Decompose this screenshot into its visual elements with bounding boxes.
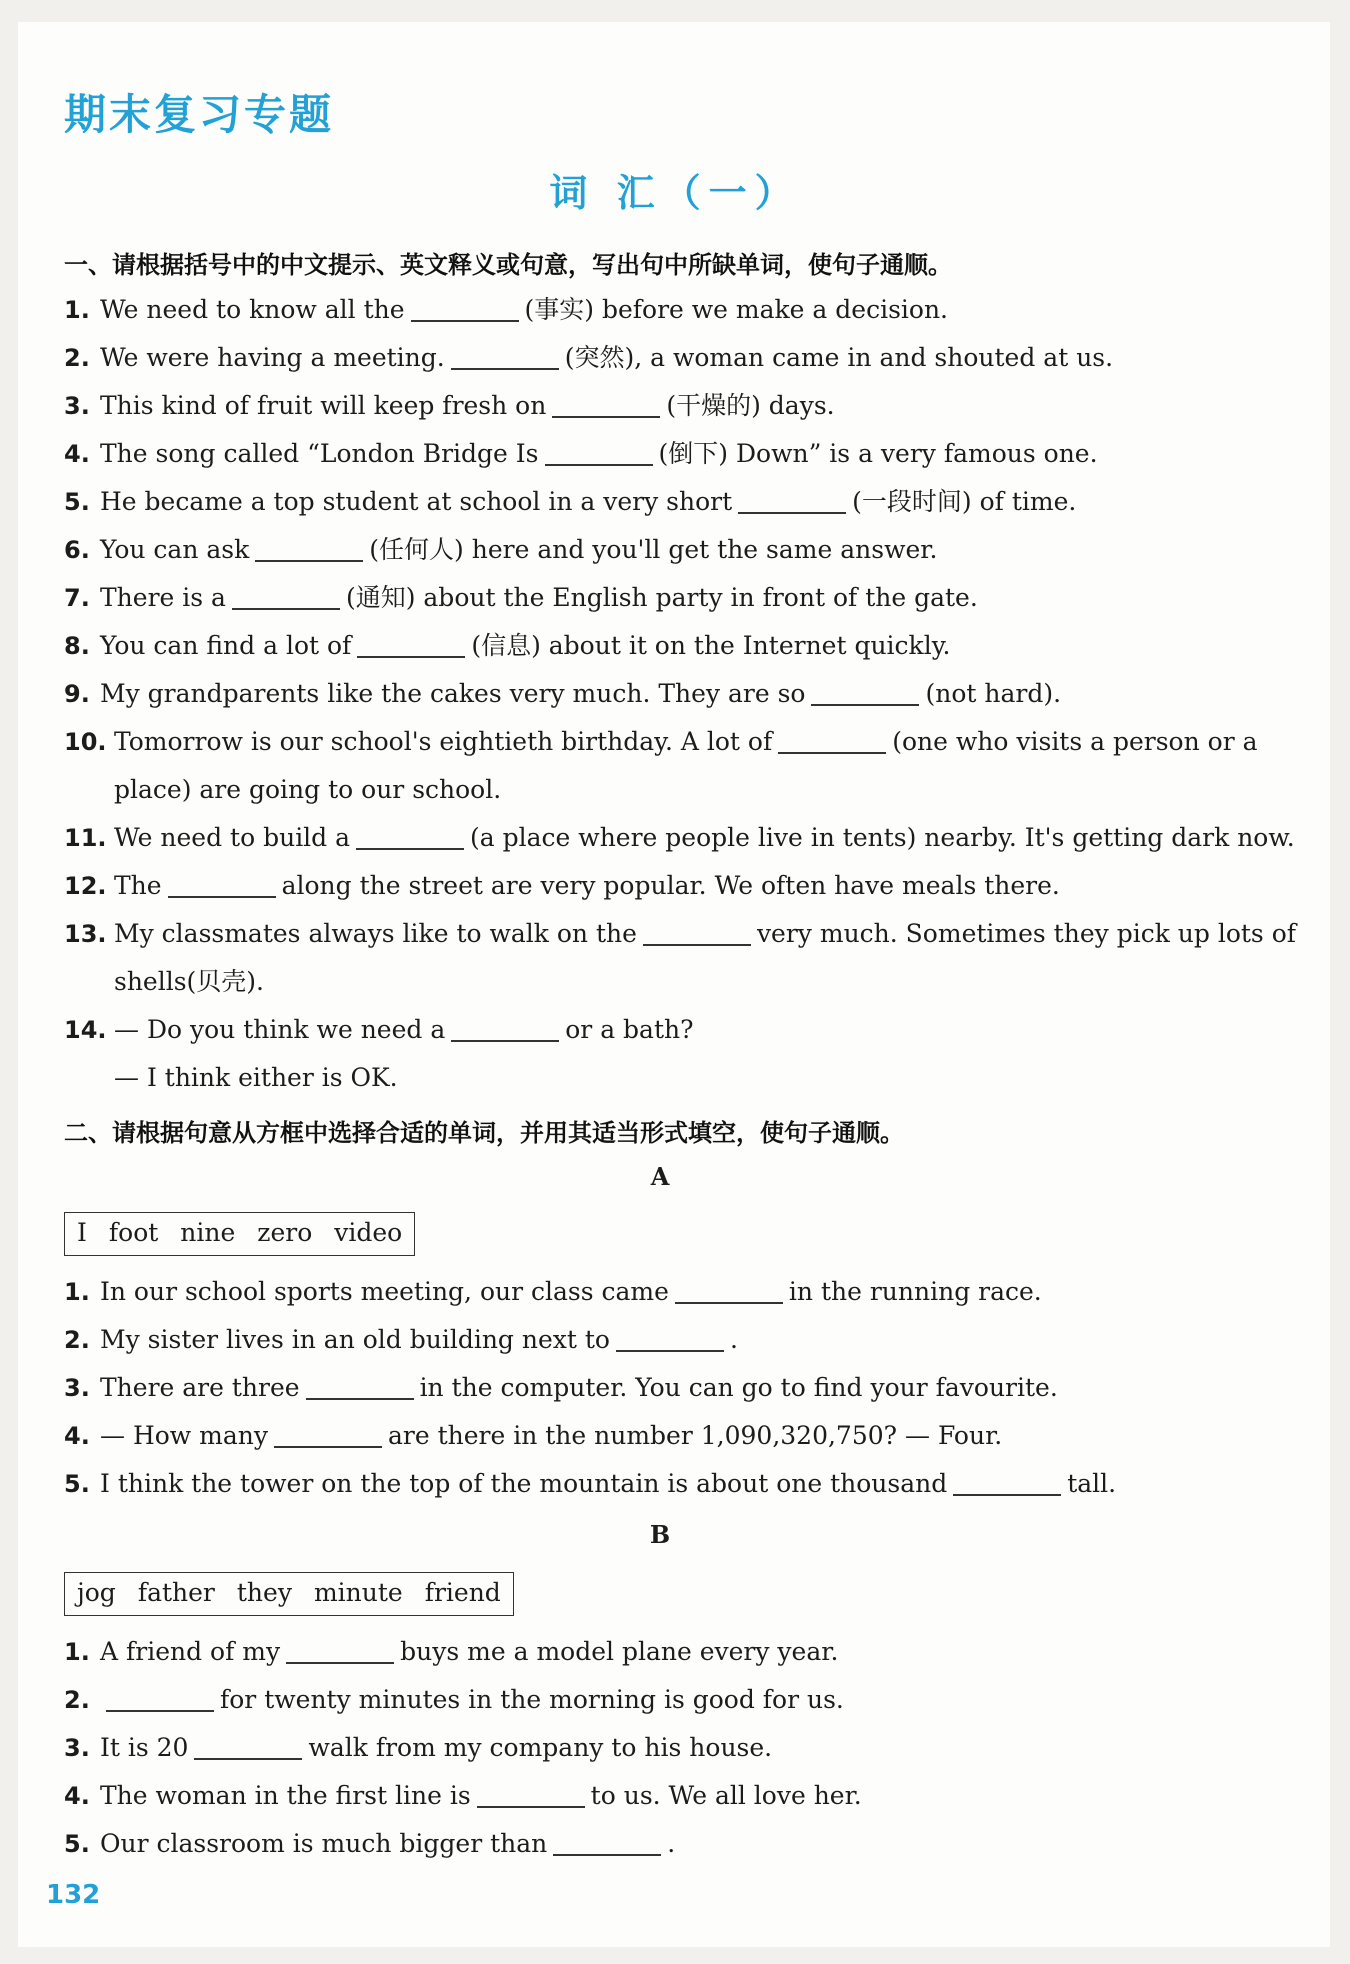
question-text: very much. Sometimes they pick up lots of bbox=[756, 919, 1297, 948]
question-text: are there in the number 1,090,320,750? — Four. bbox=[387, 1421, 1003, 1450]
answer-blank[interactable] bbox=[194, 1758, 302, 1760]
page-number: 132 bbox=[46, 1880, 101, 1910]
word-option: I bbox=[77, 1218, 87, 1247]
question-number: 12. bbox=[64, 872, 107, 900]
s1-question-3 bbox=[64, 382, 1260, 430]
answer-blank[interactable] bbox=[106, 1710, 214, 1712]
question-number: 5. bbox=[64, 1830, 90, 1858]
word-option: foot bbox=[108, 1218, 159, 1247]
question-text: . bbox=[667, 1829, 676, 1858]
header-title: 期末复习专题 bbox=[64, 90, 335, 139]
question-text: My sister lives in an old building next to bbox=[100, 1325, 610, 1354]
question-text: I think the tower on the top of the mountain is about one thousand bbox=[100, 1469, 948, 1498]
question-continuation: place) are going to our school. bbox=[114, 775, 502, 804]
lesson-title: 词 汇（一） bbox=[549, 170, 801, 215]
s1-question-14 bbox=[64, 1006, 1260, 1054]
a-question-1 bbox=[64, 1268, 1260, 1316]
s1-question-8 bbox=[64, 622, 1260, 670]
s1-question-11 bbox=[64, 814, 1295, 862]
question-text: It is 20 bbox=[100, 1733, 189, 1762]
part-a-label: A bbox=[650, 1162, 670, 1191]
question-number: 1. bbox=[64, 1278, 90, 1306]
question-text: My grandparents like the cakes very much. They are so bbox=[100, 679, 806, 708]
a-question-5 bbox=[64, 1460, 1260, 1508]
question-number: 4. bbox=[64, 1782, 90, 1810]
answer-blank[interactable] bbox=[451, 1040, 559, 1042]
word-option: zero bbox=[257, 1218, 313, 1247]
answer-blank[interactable] bbox=[451, 368, 559, 370]
part-b-label: B bbox=[649, 1520, 671, 1549]
question-number: 1. bbox=[64, 1638, 90, 1666]
question-text: Our classroom is much bigger than bbox=[100, 1829, 548, 1858]
question-text: for twenty minutes in the morning is good for us. bbox=[220, 1685, 844, 1714]
question-text: (通知) about the English party in front of the gate. bbox=[345, 583, 978, 612]
answer-blank[interactable] bbox=[552, 416, 660, 418]
section1-heading: 一、请根据括号中的中文提示、英文释义或句意，写出句中所缺单词，使句子通顺。 bbox=[64, 251, 952, 279]
question-text: The song called “London Bridge Is bbox=[100, 439, 539, 468]
question-text: in the computer. You can go to find your favourite. bbox=[419, 1373, 1058, 1402]
word-option: friend bbox=[424, 1578, 501, 1607]
word-box-b bbox=[64, 1572, 514, 1616]
answer-blank[interactable] bbox=[411, 320, 519, 322]
question-text: The woman in the first line is bbox=[100, 1781, 471, 1810]
a-question-4 bbox=[64, 1412, 1260, 1460]
s1-question-4 bbox=[64, 430, 1260, 478]
question-text: The bbox=[114, 871, 162, 900]
question-number: 13. bbox=[64, 920, 107, 948]
question-text: (a place where people live in tents) nearby. It's getting dark now. bbox=[470, 823, 1295, 852]
s1-question-7 bbox=[64, 574, 1260, 622]
question-number: 2. bbox=[64, 344, 90, 372]
question-text: (干燥的) days. bbox=[666, 391, 835, 420]
question-text: We need to know all the bbox=[100, 295, 405, 324]
question-text: Tomorrow is our school's eightieth birthday. A lot of bbox=[114, 727, 773, 756]
question-text: or a bath? bbox=[565, 1015, 694, 1044]
question-text: He became a top student at school in a very short bbox=[100, 487, 733, 516]
question-text: In our school sports meeting, our class came bbox=[100, 1277, 669, 1306]
s1-question-5 bbox=[64, 478, 1260, 526]
answer-blank[interactable] bbox=[357, 656, 465, 658]
word-option: nine bbox=[180, 1218, 236, 1247]
answer-blank[interactable] bbox=[616, 1350, 724, 1352]
question-number: 8. bbox=[64, 632, 90, 660]
b-question-4 bbox=[64, 1772, 1260, 1820]
answer-blank[interactable] bbox=[477, 1806, 585, 1808]
s1-question-9 bbox=[64, 670, 1260, 718]
question-continuation: — I think either is OK. bbox=[114, 1063, 398, 1092]
question-text: (信息) about it on the Internet quickly. bbox=[471, 631, 951, 660]
question-text: (事实) before we make a decision. bbox=[524, 295, 948, 324]
question-number: 4. bbox=[64, 440, 90, 468]
answer-blank[interactable] bbox=[738, 512, 846, 514]
answer-blank[interactable] bbox=[675, 1302, 783, 1304]
question-text: (任何人) here and you'll get the same answer. bbox=[369, 535, 938, 564]
s1-question-12 bbox=[64, 862, 1260, 910]
question-number: 4. bbox=[64, 1422, 90, 1450]
question-text: — How many bbox=[100, 1421, 268, 1450]
a-question-2 bbox=[64, 1316, 1260, 1364]
s1-question-6 bbox=[64, 526, 1260, 574]
question-text: walk from my company to his house. bbox=[308, 1733, 773, 1762]
answer-blank[interactable] bbox=[643, 944, 751, 946]
s1-question-10 bbox=[64, 718, 1260, 766]
answer-blank[interactable] bbox=[306, 1398, 414, 1400]
s1-question-2 bbox=[64, 334, 1260, 382]
word-box-a bbox=[64, 1212, 415, 1256]
answer-blank[interactable] bbox=[778, 752, 886, 754]
question-number: 3. bbox=[64, 392, 90, 420]
question-number: 14. bbox=[64, 1016, 107, 1044]
question-number: 5. bbox=[64, 488, 90, 516]
a-question-3 bbox=[64, 1364, 1260, 1412]
answer-blank[interactable] bbox=[232, 608, 340, 610]
question-text: There is a bbox=[100, 583, 226, 612]
question-number: 5. bbox=[64, 1470, 90, 1498]
question-text: in the running race. bbox=[788, 1277, 1042, 1306]
question-text: We need to build a bbox=[114, 823, 351, 852]
question-text: You can find a lot of bbox=[100, 631, 352, 660]
answer-blank[interactable] bbox=[286, 1662, 394, 1664]
question-number: 6. bbox=[64, 536, 90, 564]
question-text: along the street are very popular. We often have meals there. bbox=[281, 871, 1060, 900]
question-text: (突然), a woman came in and shouted at us. bbox=[564, 343, 1114, 372]
question-text: (一段时间) of time. bbox=[852, 487, 1077, 516]
answer-blank[interactable] bbox=[545, 464, 653, 466]
question-text: There are three bbox=[100, 1373, 300, 1402]
question-number: 9. bbox=[64, 680, 90, 708]
question-text: We were having a meeting. bbox=[100, 343, 445, 372]
word-option: they bbox=[236, 1578, 292, 1607]
question-text: (not hard). bbox=[925, 679, 1062, 708]
answer-blank[interactable] bbox=[274, 1446, 382, 1448]
question-text: buys me a model plane every year. bbox=[400, 1637, 839, 1666]
question-number: 2. bbox=[64, 1686, 90, 1714]
question-number: 3. bbox=[64, 1374, 90, 1402]
question-number: 1. bbox=[64, 296, 90, 324]
question-text: — Do you think we need a bbox=[114, 1015, 446, 1044]
question-text: A friend of my bbox=[100, 1637, 281, 1666]
s1-question-1 bbox=[64, 286, 1260, 334]
question-number: 2. bbox=[64, 1326, 90, 1354]
question-continuation: shells(贝壳). bbox=[114, 967, 265, 996]
b-question-1 bbox=[64, 1628, 1260, 1676]
answer-blank[interactable] bbox=[168, 896, 276, 898]
s1-question-13 bbox=[64, 910, 1297, 958]
b-question-3 bbox=[64, 1724, 1260, 1772]
answer-blank[interactable] bbox=[953, 1494, 1061, 1496]
word-option: jog bbox=[77, 1578, 116, 1607]
question-number: 7. bbox=[64, 584, 90, 612]
question-text: tall. bbox=[1067, 1469, 1117, 1498]
answer-blank[interactable] bbox=[255, 560, 363, 562]
b-question-5 bbox=[64, 1820, 1260, 1868]
question-text: to us. We all love her. bbox=[590, 1781, 862, 1810]
answer-blank[interactable] bbox=[356, 848, 464, 850]
answer-blank[interactable] bbox=[811, 704, 919, 706]
question-text: . bbox=[729, 1325, 738, 1354]
question-text: My classmates always like to walk on the bbox=[114, 919, 637, 948]
question-number: 3. bbox=[64, 1734, 90, 1762]
b-question-2 bbox=[64, 1676, 1260, 1724]
question-text: (one who visits a person or a bbox=[892, 727, 1258, 756]
question-text: You can ask bbox=[100, 535, 250, 564]
section2-heading: 二、请根据句意从方框中选择合适的单词，并用其适当形式填空，使句子通顺。 bbox=[64, 1119, 904, 1147]
word-option: video bbox=[334, 1218, 403, 1247]
question-text: This kind of fruit will keep fresh on bbox=[100, 391, 547, 420]
word-option: minute bbox=[313, 1578, 403, 1607]
word-option: father bbox=[137, 1578, 215, 1607]
answer-blank[interactable] bbox=[553, 1854, 661, 1856]
question-number: 10. bbox=[64, 728, 107, 756]
question-number: 11. bbox=[64, 824, 107, 852]
question-text: (倒下) Down” is a very famous one. bbox=[658, 439, 1098, 468]
